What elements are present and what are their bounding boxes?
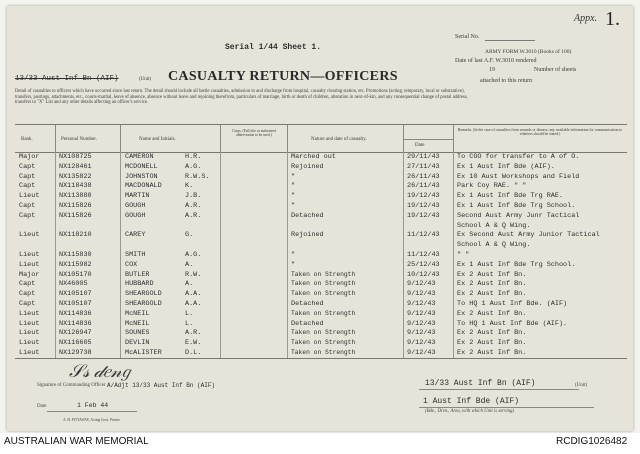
cell-nature: Detached <box>291 211 324 220</box>
serial-no-label: Serial No. <box>455 34 480 40</box>
cell-number: NX115826 <box>59 202 92 210</box>
table-row <box>15 172 627 182</box>
cell-init: H.R. <box>185 153 202 161</box>
col-divider <box>120 125 121 152</box>
cell-nature: Taken on Strength <box>291 339 356 347</box>
cell-rank: Lieut <box>19 329 40 338</box>
footer-date-value: 1 Feb 44 <box>77 402 109 409</box>
unit-suffix: (Unit) <box>139 77 152 82</box>
casualty-table-body <box>15 152 627 358</box>
cell-remarks: Ex 10 Aust Workshops and Field <box>457 172 580 181</box>
cell-date: 9/12/43 <box>407 300 436 308</box>
table-header <box>15 124 627 153</box>
cell-init: A.R. <box>185 329 202 338</box>
printer-note: A. H. PITTAWAY, Acting Govt. Printer. <box>63 418 121 422</box>
table-row <box>15 181 627 191</box>
col-divider <box>453 125 454 152</box>
cell-rank: Capt <box>19 300 36 308</box>
cell-name: SOUNES <box>125 329 150 338</box>
table-row <box>15 309 627 319</box>
signature-typed: A/Adjt 13/33 Aust Inf Bn (AIF) <box>107 382 216 389</box>
archive-left-label: AUSTRALIAN WAR MEMORIAL <box>4 436 149 447</box>
cell-number: NX118438 <box>59 182 92 191</box>
cell-name: MCDONELL <box>125 162 158 171</box>
table-row <box>15 289 627 299</box>
cell-remarks: Ex 2 Aust Inf Bn. <box>457 329 527 338</box>
cell-remarks: Second Aust Army Junr Tactical <box>457 211 580 220</box>
cell-name: McNEIL <box>125 309 150 318</box>
col-personal-number: Personal Number. <box>61 137 97 142</box>
cell-remarks: Ex 2 Aust Inf Bn. <box>457 349 527 357</box>
table-row <box>15 299 627 309</box>
cell-number: NX105170 <box>59 270 92 279</box>
cell-remarks: Ex 2 Aust Inf Bn. <box>457 270 527 279</box>
cell-nature: Detached <box>291 319 324 328</box>
number-of-sheets-label: Number of sheets <box>534 67 577 73</box>
document-page <box>7 6 633 431</box>
cell-name: DEVLIN <box>125 339 150 348</box>
table-row <box>15 162 627 172</box>
cell-name: JOHNSTON <box>125 172 158 181</box>
table-row <box>15 211 627 221</box>
cell-number: NX114836 <box>59 319 92 328</box>
cell-name: CAMERON <box>125 153 154 161</box>
cell-remarks: To CGO for transfer to A of O. <box>457 153 580 161</box>
date-line <box>47 411 137 412</box>
table-row <box>15 338 627 348</box>
table-row <box>15 319 627 329</box>
cell-rank: Major <box>19 270 40 279</box>
cell-rank: Lieut <box>19 339 40 348</box>
cell-date: 9/12/43 <box>407 339 436 348</box>
cell-nature: " <box>291 260 296 269</box>
cell-date: 9/12/43 <box>407 309 436 318</box>
cell-init: R.W.S. <box>185 172 210 181</box>
cell-name: COX <box>125 260 138 269</box>
cell-number: NX135822 <box>59 172 92 181</box>
table-row <box>15 191 627 201</box>
cell-remarks: To HQ 1 Aust Inf Bde (AIF). <box>457 319 568 328</box>
table-row <box>15 250 627 260</box>
intro-text: Detail of casualties to officers which have occurred since last return. The detail should include all battle casualties, admission to and discharge from hospital, casualty clearing station, etc. Promotions (acting, temporary, local or substantive), transfers, postings, attachments, etc., courts-martial, leave of absence, absence without leave and rejoining therefrom, particulars of marriage, birth or death of children, alteration in next-of-kin, and any consequential change of postal address, transfers to "X" List and any other details affecting an officer's service. <box>15 89 468 106</box>
year-prefix: 19 <box>489 67 495 73</box>
signature-label: Signature of Commanding Officer <box>37 383 106 388</box>
archive-right-label: RCDIG1026482 <box>556 436 628 447</box>
cell-number: NX129738 <box>59 349 92 357</box>
cell-init: A.R. <box>185 211 202 220</box>
cell-init: A. <box>185 260 194 269</box>
cell-name: McALISTER <box>125 349 162 357</box>
cell-rank: Lieut <box>19 251 40 259</box>
cell-number: NX118210 <box>59 231 92 240</box>
archive-caption-bar <box>0 433 640 454</box>
table-row <box>15 230 627 240</box>
cell-remarks: Ex Second Aust Army Junior Tactical <box>457 231 600 240</box>
cell-rank: Capt <box>19 172 36 181</box>
cell-nature: " <box>291 172 296 181</box>
cell-nature: Taken on Strength <box>291 270 356 278</box>
cell-init: A. <box>185 280 194 289</box>
cell-remarks: Ex 1 Aust Inf Bde Trg RAE. <box>457 192 564 201</box>
cell-date: 11/12/43 <box>407 231 440 240</box>
cell-remarks: Ex 1 Aust Inf Bde Trg School. <box>457 202 576 210</box>
cell-remarks: Ex 1 Aust Inf Bde (AIF). <box>457 162 555 171</box>
cell-remarks: School A & Q Wing. <box>457 221 531 230</box>
col-rank: Rank. <box>21 137 33 142</box>
bde-note: (Bde., Divn., Area, with which Unit is serving) <box>425 409 514 414</box>
cell-date: 9/12/43 <box>407 349 436 357</box>
col-date: Date <box>415 143 425 148</box>
cell-init: A.A. <box>185 290 202 299</box>
cell-date: 9/12/43 <box>407 319 436 328</box>
cell-name: BUTLER <box>125 270 150 279</box>
signature-mark: 𝒮𝓈 𝒹𝑒𝓃𝑔 <box>69 361 131 381</box>
cell-init: L. <box>185 319 194 328</box>
cell-rank: Capt <box>19 202 36 210</box>
cell-rank: Lieut <box>19 260 40 269</box>
cell-date: 19/12/43 <box>407 202 440 210</box>
cell-nature: Detached <box>291 300 324 308</box>
footer-rule <box>15 358 627 359</box>
col-nature: Nature and date of casualty. <box>311 137 367 142</box>
appendix-number: 1. <box>605 8 620 30</box>
table-row <box>15 348 627 358</box>
cell-name: MARTIN <box>125 192 150 201</box>
cell-rank: Capt <box>19 280 36 289</box>
cell-number: NX115826 <box>59 211 92 220</box>
cell-remarks: Ex 2 Aust Inf Bn. <box>457 309 527 318</box>
cell-init: A.R. <box>185 202 202 210</box>
cell-date: 11/12/43 <box>407 251 440 259</box>
cell-remarks: To HQ 1 Aust Inf Bde. (AIF) <box>457 300 568 308</box>
serial-no-line <box>485 40 535 41</box>
cell-remarks: " " <box>457 251 470 259</box>
cell-init: K. <box>185 182 194 191</box>
table-row <box>15 152 627 162</box>
cell-number: NX105107 <box>59 290 92 299</box>
unit-typed: 13/33 Aust Inf Bn (AIF) <box>15 75 119 83</box>
col-divider <box>403 139 453 140</box>
cell-nature: " <box>291 251 296 259</box>
cell-init: D.L. <box>185 349 202 357</box>
table-row <box>15 221 627 231</box>
cell-remarks: Ex 2 Aust Inf Bn. <box>457 290 527 299</box>
cell-nature: Rejoined <box>291 231 324 240</box>
unit-right-line <box>419 389 579 390</box>
cell-nature: " <box>291 202 296 210</box>
cell-date: 19/12/43 <box>407 211 440 220</box>
cell-rank: Lieut <box>19 192 40 201</box>
table-row <box>15 240 627 250</box>
cell-init: R.W. <box>185 270 202 279</box>
cell-init: E.W. <box>185 339 202 348</box>
appendix-label: Appx. <box>574 13 598 24</box>
table-row <box>15 260 627 270</box>
cell-date: 26/11/43 <box>407 172 440 181</box>
cell-name: McNEIL <box>125 319 150 328</box>
cell-number: NX116605 <box>59 339 92 348</box>
col-divider <box>220 125 221 152</box>
cell-name: GOUGH <box>125 211 146 220</box>
cell-number: NX114836 <box>59 309 92 318</box>
cell-remarks: Ex 2 Aust Inf Bn. <box>457 339 527 348</box>
cell-remarks: Park Coy RAE. " " <box>457 182 527 191</box>
cell-name: SHEARGOLD <box>125 300 162 308</box>
cell-remarks: Ex 2 Aust Inf Bn. <box>457 280 527 289</box>
cell-remarks: School A & Q Wing. <box>457 241 531 250</box>
cell-rank: Major <box>19 153 40 161</box>
cell-name: GOUGH <box>125 202 146 210</box>
cell-date: 29/11/43 <box>407 153 440 161</box>
cell-nature: " <box>291 182 296 191</box>
col-name: Name and Initials. <box>139 137 176 142</box>
cell-init: G. <box>185 231 194 240</box>
table-row <box>15 328 627 338</box>
cell-number: NX46005 <box>59 280 88 289</box>
cell-date: 10/12/43 <box>407 270 440 279</box>
cell-nature: Marched out <box>291 153 336 161</box>
cell-date: 25/12/43 <box>407 260 440 269</box>
cell-date: 9/12/43 <box>407 329 436 338</box>
table-row <box>15 201 627 211</box>
col-remarks: Remarks. (In the case of casualties from wounds or disease, any available information for communication to relatives should be stated.) <box>457 128 623 137</box>
cell-date: 9/12/43 <box>407 280 436 289</box>
cell-number: NX126947 <box>59 329 92 338</box>
cell-init: L. <box>185 309 194 318</box>
cell-rank: Capt <box>19 211 36 220</box>
cell-number: NX108725 <box>59 153 92 161</box>
cell-date: 26/11/43 <box>407 182 440 191</box>
cell-nature: Taken on Strength <box>291 329 356 337</box>
unit-right-suffix: (Unit) <box>575 383 588 388</box>
cell-number: NX105107 <box>59 300 92 308</box>
cell-number: NX113880 <box>59 192 92 201</box>
cell-date: 9/12/43 <box>407 290 436 299</box>
date-last-label: Date of last A.F. W.3010 rendered <box>455 58 537 64</box>
cell-init: A.G. <box>185 162 202 171</box>
army-form-label: ARMY FORM W.3010 (Books of 100) <box>485 49 572 55</box>
table-row <box>15 279 627 289</box>
cell-nature: " <box>291 192 296 201</box>
footer-date-label: Date <box>37 404 47 409</box>
cell-init: A.G. <box>185 251 202 259</box>
cell-name: SMITH <box>125 251 146 259</box>
col-corps: Corps. (Full title or authorized abbreviation to be used.) <box>232 129 276 138</box>
bde-right-line <box>419 407 594 408</box>
cell-nature: Taken on Strength <box>291 349 356 356</box>
col-divider <box>287 125 288 152</box>
cell-nature: Taken on Strength <box>291 280 356 288</box>
cell-name: SHEARGOLD <box>125 290 162 299</box>
cell-nature: Rejoined <box>291 162 324 171</box>
cell-date: 19/12/43 <box>407 192 440 201</box>
cell-rank: Capt <box>19 290 36 299</box>
cell-rank: Capt <box>19 162 36 171</box>
cell-number: NX128461 <box>59 162 92 171</box>
cell-rank: Lieut <box>19 349 40 357</box>
cell-rank: Lieut <box>19 231 40 240</box>
cell-remarks: Ex 1 Aust Inf Bde Trg School. <box>457 260 576 269</box>
cell-nature: Taken on Strength <box>291 309 356 317</box>
unit-right: 13/33 Aust Inf Bn (AIF) <box>425 379 536 388</box>
cell-init: A.A. <box>185 300 202 308</box>
table-row <box>15 270 627 280</box>
cell-number: NX115830 <box>59 251 92 259</box>
cell-number: NX115982 <box>59 260 92 269</box>
cell-nature: Taken on Strength <box>291 290 356 298</box>
cell-rank: Lieut <box>19 309 40 318</box>
bde-right: 1 Aust Inf Bde (AIF) <box>423 397 520 406</box>
attached-label: attached to this return <box>480 78 533 84</box>
cell-rank: Lieut <box>19 319 40 328</box>
serial-sheet-typed: Serial 1/44 Sheet 1. <box>225 43 322 52</box>
cell-name: HUBBARD <box>125 280 154 289</box>
cell-init: J.B. <box>185 192 202 201</box>
cell-rank: Capt <box>19 182 36 191</box>
cell-name: MACDONALD <box>125 182 162 191</box>
cell-name: CAREY <box>125 231 146 240</box>
page-title: CASUALTY RETURN—OFFICERS <box>168 69 398 84</box>
col-divider <box>55 125 56 152</box>
cell-date: 27/11/43 <box>407 162 440 171</box>
